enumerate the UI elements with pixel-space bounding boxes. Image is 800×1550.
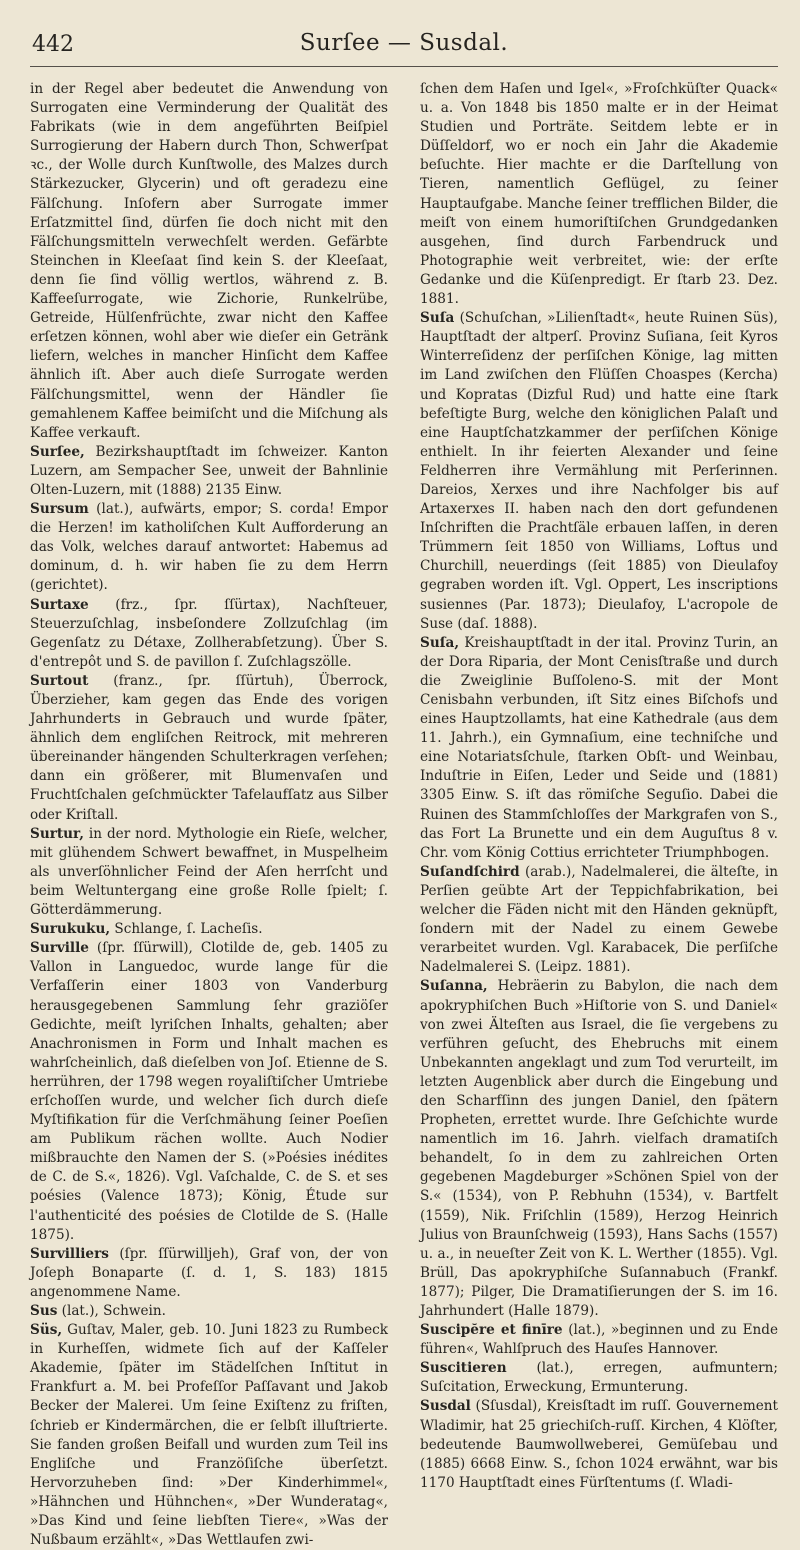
- entry-headword: Surtaxe: [30, 596, 89, 613]
- dictionary-entry: [420, 863, 778, 978]
- entry-text: (lat.), »beginnen und zu Ende führen«, Wahlſpruch des Hauſes Hannover.: [420, 1322, 778, 1358]
- dictionary-entry: [30, 1245, 388, 1302]
- dictionary-entry: [30, 500, 388, 595]
- page-header: [30, 0, 778, 80]
- entry-headword: Suſandſchird: [420, 863, 520, 880]
- entry-headword: Survilliers: [30, 1245, 109, 1262]
- dictionary-entry: [30, 80, 388, 443]
- text-columns: [30, 80, 778, 1550]
- page-number: 442: [32, 32, 74, 57]
- entry-text: (frz., ſpr. ſſürtax), Nachſteuer, Steuerzuſchlag, insbeſondere Zollzuſchlag (im Gegenſatz zu Détaxe, Zollherabſetzung). Über S. d'entrepôt und S. de pavillon ſ. Zuſchlagszölle.: [30, 596, 388, 670]
- entry-text: Kreishauptſtadt in der ital. Provinz Turin, an der Dora Riparia, der Mont Cenisſtraße und durch die Zweiglinie Buſſoleno-S. mit der Mont Cenisbahn verbunden, iſt Sitz eines Biſchofs und eines Hauptzollamts, hat eine Kathedrale (aus dem 11. Jahrh.), ein Gymnaſium, eine techniſche und eine Notariatsſchule, ſtarken Obſt- und Weinbau, Induſtrie in Eiſen, Leder und Seide und (1881) 3305 Einw. S. iſt das römiſche Seguſio. Dabei die Ruinen des Stammſchloſſes der Markgrafen von S., das Fort La Brunette und ein dem Auguſtus 8 v. Chr. vom König Cottius errichteter Triumphbogen.: [420, 634, 778, 861]
- entry-text: (Sſusdal), Kreisſtadt im ruſſ. Gouvernement Wladimir, hat 25 griechiſch-ruſſ. Kirchen, 4 Klöſter, bedeutende Baumwollweberei, Gemüſebau und (1885) 6668 Einw. S., ſchon 1024 erwähnt, war bis 1170 Hauptſtadt eines Fürſtentums (ſ. Wladi-: [420, 1398, 778, 1491]
- entry-headword: Susdal: [420, 1398, 471, 1415]
- entry-headword: Surville: [30, 940, 89, 957]
- entry-text: ſchen dem Haſen und Igel«, »Froſchküſter Quack« u. a. Von 1848 bis 1850 malte er in der Heimat Studien und Porträte. Seitdem lebte er in Düſſeldorf, wo er noch ein Jahr die Akademie beſuchte. Hier machte er die Darſtellung von Tieren, namentlich Geflügel, zu ſeiner Hauptaufgabe. Manche ſeiner trefflichen Bilder, die meiſt von einem humoriſtiſchen Grundgedanken ausgehen, ſind durch Farbendruck und Photographie weit verbreitet, wie: der erſte Gedanke und die Küſenpredigt. Er ſtarb 23. Dez. 1881.: [420, 81, 778, 308]
- entry-headword: Sus: [30, 1303, 58, 1319]
- dictionary-entry: [30, 1321, 388, 1550]
- right-column: [420, 80, 778, 1550]
- entry-text: (ſpr. ſſürwill), Clotilde de, geb. 1405 zu Vallon in Languedoc, wurde lange für die Verfaſſerin einer 1803 von Vanderburg herausgegebenen Sammlung ſehr graziöſer Gedichte, meiſt lyriſchen Inhalts, gehalten; aber Anachronismen in Form und Inhalt machen es wahrſcheinlich, daß dieſelben von Joſ. Etienne de S. herrühren, der 1798 wegen royaliſtiſcher Umtriebe erſchoſſen wurde, und welcher ſich durch dieſe Myſtifikation für die Verſchmähung ſeiner Poeſien am Publikum rächen wollte. Auch Nodier mißbrauchte den Namen der S. (»Poésies inédites de C. de S.«, 1826). Vgl. Vaſchalde, C. de S. et ses poésies (Valence 1873); König, Étude sur l'authenticité des poésies de Clotilde de S. (Halle 1875).: [30, 940, 388, 1243]
- entry-text: (lat.), aufwärts, empor; S. corda! Empor die Herzen! im katholiſchen Kult Aufforderung an das Volk, welches darauf antwortet: Habemus ad dominum, d. h. wir haben ſie zu dem Herrn (gerichtet).: [30, 501, 388, 594]
- dictionary-entry: [420, 309, 778, 634]
- entry-text: (lat.), erregen, aufmuntern; Suſcitation, Erweckung, Ermunterung.: [420, 1360, 778, 1396]
- entry-text: Guſtav, Maler, geb. 10. Juni 1823 zu Rumbeck in Kurheſſen, widmete ſich auf der Kaſſeler Akademie, ſpäter im Städelſchen Inſtitut in Frankfurt a. M. bei Profeſſor Paſſavant und Jakob Becker der Malerei. Um ſeine Exiſtenz zu friſten, ſchrieb er Kindermärchen, die er ſelbſt illuſtrierte. Sie fanden großen Beifall und wurden zum Teil ins Engliſche und Franzöſiſche überſetzt. Hervorzuheben ſind: »Der Kinderhimmel«, »Hähnchen und Hühnchen«, »Der Wunderatag«, »Das Kind und ſeine liebſten Tiere«, »Was der Nußbaum erzählt«, »Das Wettlaufen zwi-: [30, 1322, 388, 1549]
- entry-text: (franz., ſpr. ſſürtuh), Überrock, Überzieher, kam gegen das Ende des vorigen Jahrhunderts in Gebrauch und wurde ſpäter, ähnlich dem engliſchen Reitrock, mit mehreren übereinander hängenden Schulterkragen verſehen; dann ein größerer, mit Blumenvaſen und Fruchtſchalen geſchmückter Tafelaufſatz aus Silber oder Kriſtall.: [30, 672, 388, 823]
- entry-headword: Surſee,: [30, 443, 85, 460]
- header-rule: [30, 66, 778, 67]
- dictionary-entry: [30, 443, 388, 500]
- entry-text: Schlange, ſ. Lacheſis.: [110, 921, 263, 938]
- entry-headword: Surtout: [30, 672, 89, 689]
- dictionary-entry: [420, 1359, 778, 1397]
- dictionary-entry: [420, 80, 778, 309]
- entry-headword: Suscitieren: [420, 1360, 507, 1377]
- running-head: Surſee — Susdal.: [299, 30, 509, 56]
- entry-text: Hebräerin zu Babylon, die nach dem apokryphiſchen Buch »Hiſtorie von S. und Daniel« von zwei Älteſten aus Israel, die ſie vergebens zu verführen geſucht, des Ehebruchs mit einem Unbekannten angeklagt und zum Tod verurteilt, im letzten Augenblick aber durch die Eingebung und den Scharfſinn des jungen Daniel, den ſpätern Propheten, errettet wurde. Ihre Geſchichte wurde namentlich im 16. Jahrh. vielfach dramatiſch behandelt, ſo in dem zu zahlreichen Orten gegebenen Magdeburger »Schönen Spiel von der S.« (1534), von P. Rebhuhn (1534), v. Bartfelt (1559), Nik. Friſchlin (1589), Herzog Heinrich Julius von Braunſchweig (1593), Hans Sachs (1557) u. a., in neueſter Zeit von K. L. Werther (1855). Vgl. Brüll, Das apokryphiſche Suſannabuch (Frankf. 1877); Pilger, Die Dramatiſierungen der S. im 16. Jahrhundert (Halle 1879).: [420, 978, 778, 1319]
- entry-text: in der nord. Mythologie ein Rieſe, welcher, mit glühendem Schwert bewaffnet, in Muspelheim als unverſöhnlicher Feind der Aſen herrſcht und beim Weltuntergang eine große Rolle ſpielt; ſ. Götterdämmerung.: [30, 825, 388, 919]
- dictionary-entry: [420, 634, 778, 863]
- dictionary-entry: [30, 825, 388, 920]
- dictionary-entry: [420, 977, 778, 1321]
- entry-headword: Suſa: [420, 310, 455, 327]
- dictionary-entry: [30, 939, 388, 1245]
- entry-headword: Surukuku,: [30, 921, 111, 938]
- entry-headword: Surtur,: [30, 825, 84, 842]
- entry-headword: Suscipĕre et finīre: [420, 1322, 563, 1339]
- entry-text: (ſpr. ſſürwilljeh), Graf von, der von Joſeph Bonaparte (ſ. d. 1, S. 183) 1815 angenommene Name.: [30, 1245, 388, 1300]
- entry-headword: Suſanna,: [420, 978, 488, 995]
- entry-text: in der Regel aber bedeutet die Anwendung von Surrogaten eine Verminderung der Qualität des Fabrikats (wie in dem angeführten Beiſpiel Surrogierung der Habern durch Thon, Schwerſpat ꝛc., der Wolle durch Kunſtwolle, des Malzes durch Stärkezucker, Glycerin) und oft geradezu eine Fälſchung. Inſofern aber Surrogate immer Erſatzmittel ſind, dürfen ſie doch nicht mit den Fälſchungsmitteln verwechſelt werden. Gefärbte Steinchen in Kleeſaat ſind kein S. der Kleeſaat, denn ſie ſind völlig wertlos, während z. B. Kaffeeſurrogate, wie Zichorie, Runkelrübe, Getreide, Hülſenfrüchte, zwar nicht den Kaffee erſetzen können, wohl aber wie dieſer ein Getränk liefern, welches in mancher Hinſicht dem Kaffee ähnlich iſt. Aber auch dieſe Surrogate werden Fälſchungsmittel, wenn der Händler ſie gemahlenem Kaffee beimiſcht und die Miſchung als Kaffee verkauft.: [30, 81, 388, 441]
- dictionary-entry: [30, 920, 388, 939]
- dictionary-entry: [30, 596, 388, 672]
- dictionary-entry: [420, 1397, 778, 1492]
- dictionary-entry: [420, 1321, 778, 1359]
- entry-headword: Süs,: [30, 1322, 63, 1339]
- left-column: [30, 80, 388, 1550]
- entry-text: (arab.), Nadelmalerei, die älteſte, in Perſien geübte Art der Teppichfabrikation, bei welcher die Fäden nicht mit den Händen geknüpft, ſondern mit der Nadel zu einem Gewebe verarbeitet wurden. Vgl. Karabacek, Die perſiſche Nadelmalerei S. (Leipz. 1881).: [420, 863, 778, 976]
- entry-headword: Sursum: [30, 501, 89, 518]
- entry-text: (Schuſchan, »Lilienſtadt«, heute Ruinen Süs), Hauptſtadt der altperſ. Provinz Suſiana, ſeit Kyros Winterreſidenz der perſiſchen Könige, lag mitten im Land zwiſchen den Flüſſen Choaspes (Kercha) und Kopratas (Dizful Rud) und hatte eine ſtark befeſtigte Burg, welche den königlichen Palaſt und eine Hauptſchatzkammer der perſiſchen Könige enthielt. In ihr feierten Alexander und ſeine Feldherren ihre Vermählung mit Perſerinnen. Dareios, Xerxes und ihre Nachfolger bis auf Artaxerxes II. haben nach den dort gefundenen Inſchriften die Prachtſäle erbauen laſſen, in deren Trümmern ſeit 1850 von Williams, Loftus und Churchill, neuerdings (ſeit 1885) von Dieulafoy gegraben worden iſt. Vgl. Oppert, Les inscriptions susiennes (Par. 1873); Dieulafoy, L'acropole de Suse (daſ. 1888).: [420, 310, 778, 632]
- dictionary-entry: [30, 672, 388, 825]
- entry-text: (lat.), Schwein.: [57, 1303, 166, 1319]
- entry-text: Bezirkshauptſtadt im ſchweizer. Kanton Luzern, am Sempacher See, unweit der Bahnlinie Olten-Luzern, mit (1888) 2135 Einw.: [30, 443, 388, 498]
- entry-headword: Suſa,: [420, 634, 460, 651]
- dictionary-entry: [30, 1302, 388, 1321]
